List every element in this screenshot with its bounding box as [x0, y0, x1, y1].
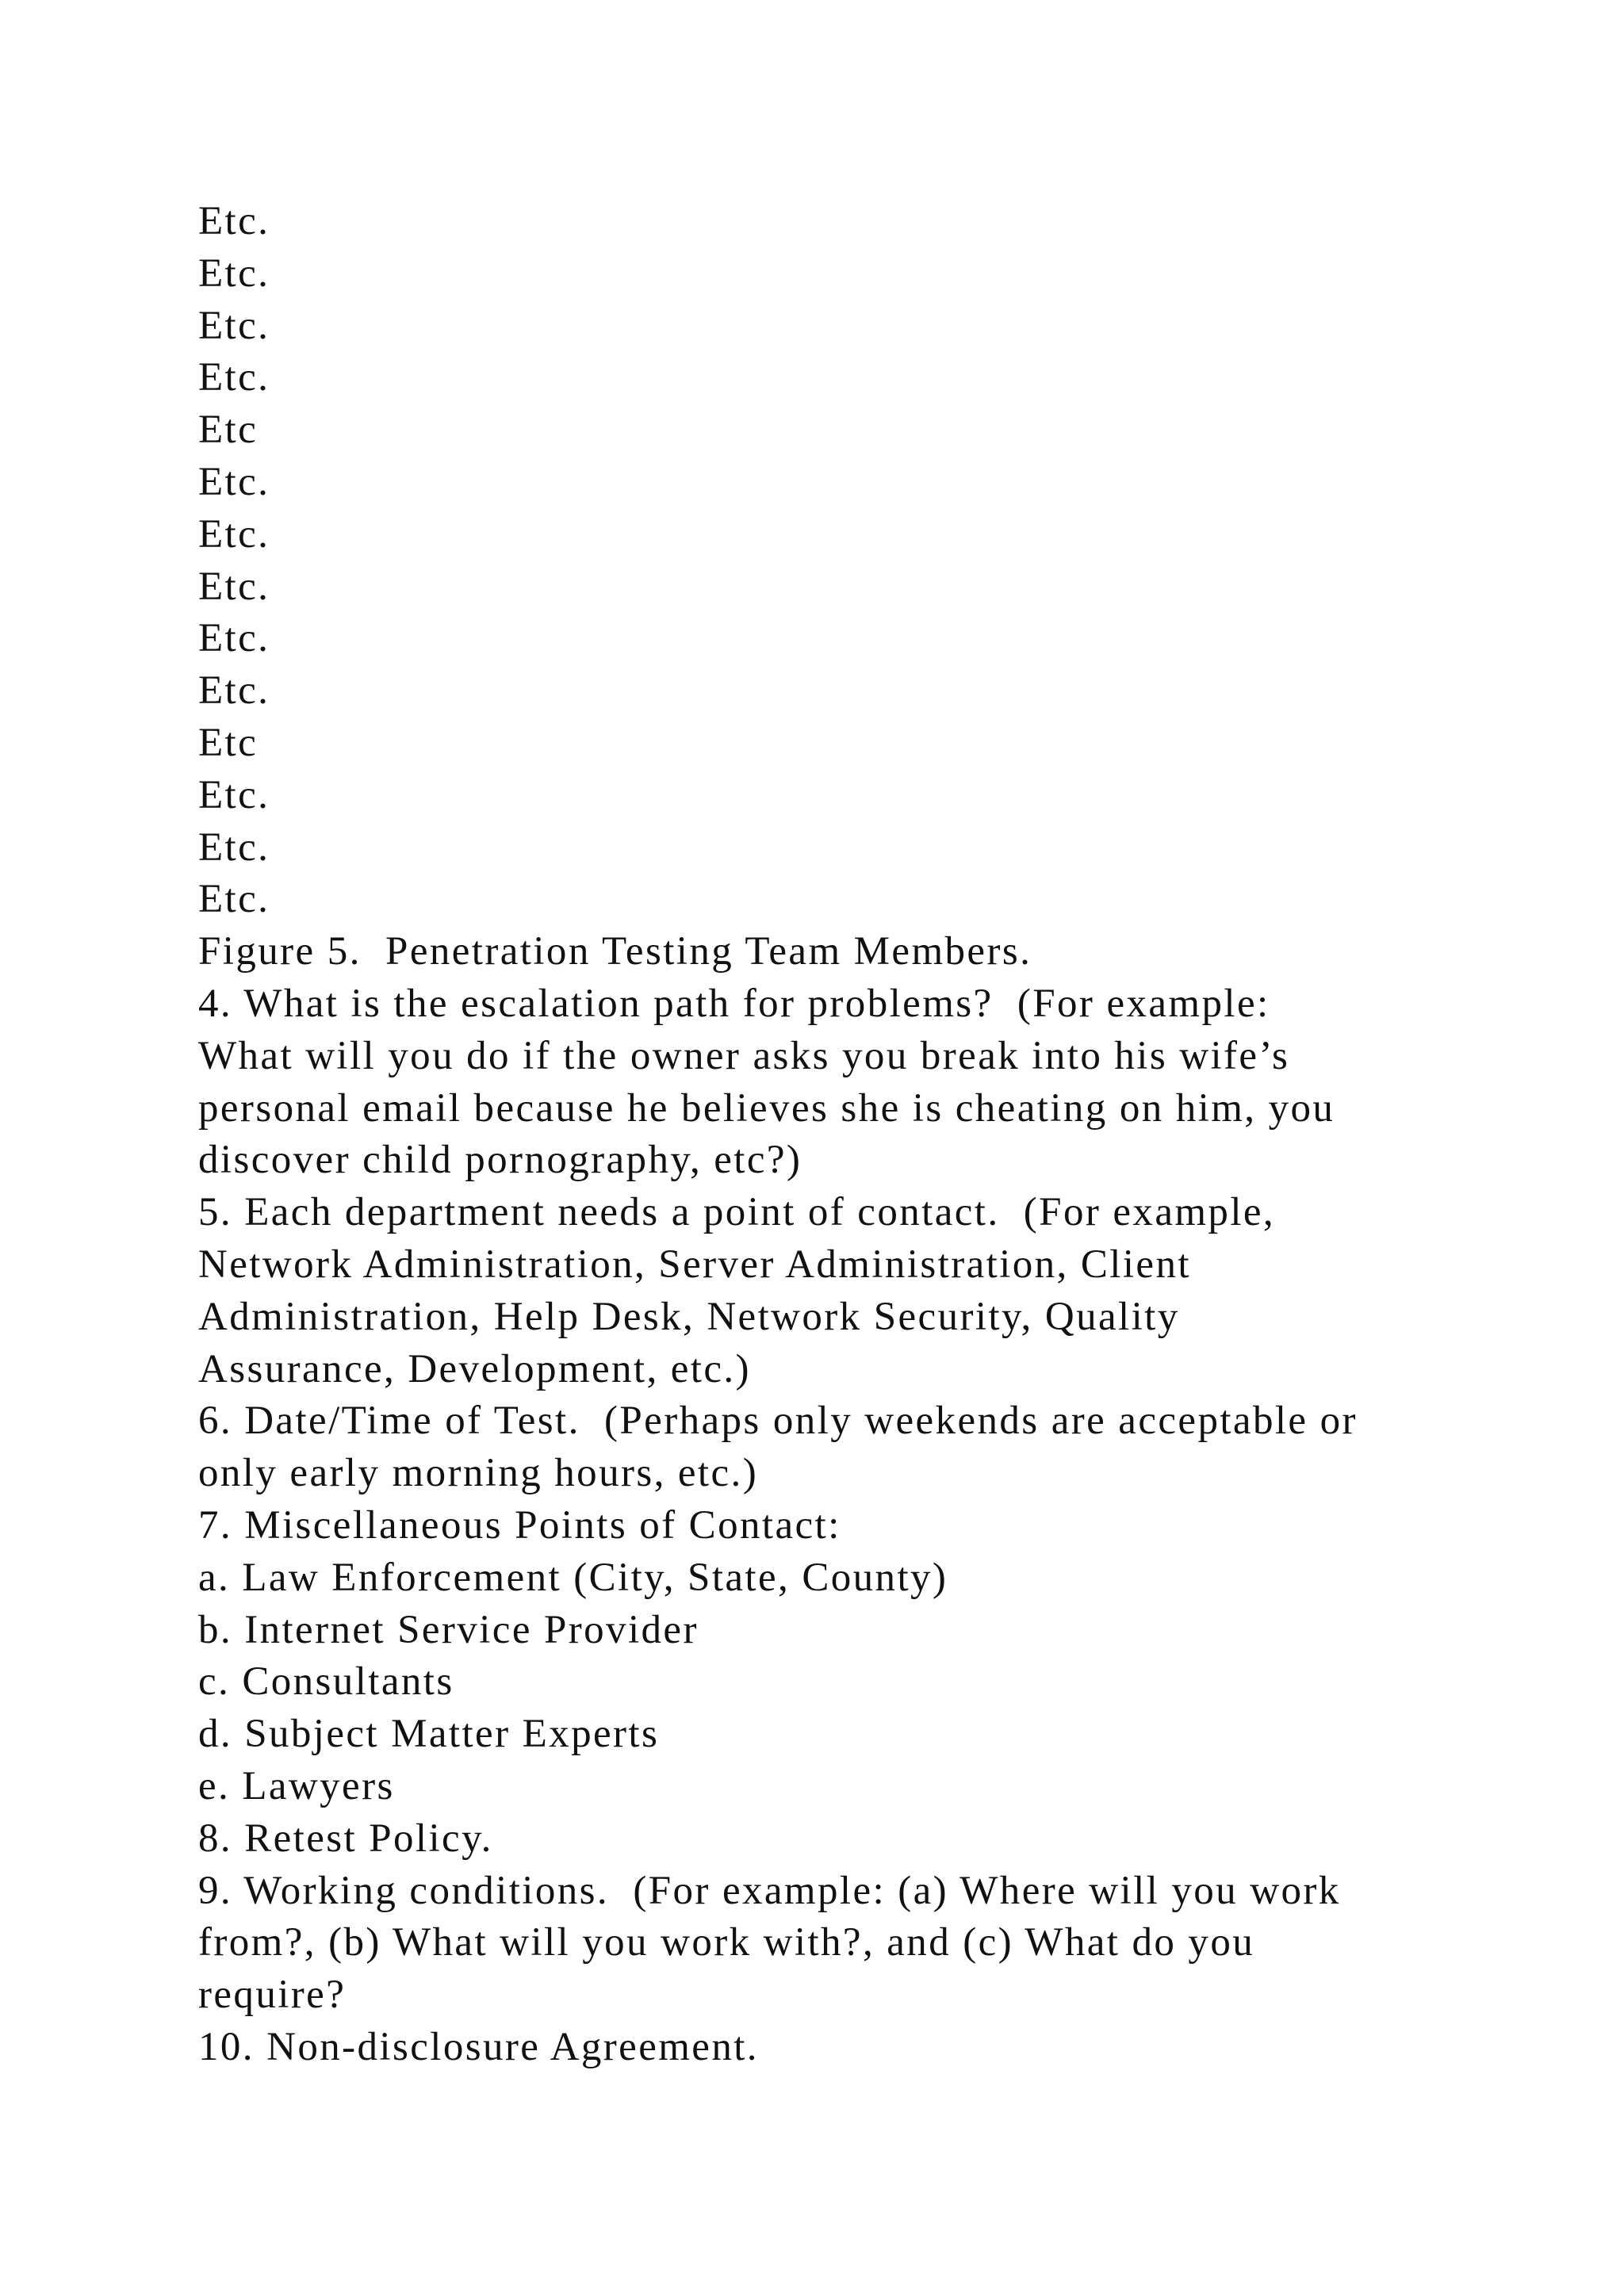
item-7c: c. Consultants	[198, 1659, 454, 1705]
item-4-line-2: What will you do if the owner asks you break into his wife’s	[198, 1033, 1290, 1078]
item-6-line-2: only early morning hours, etc.)	[198, 1451, 759, 1496]
etc-line: Etc	[198, 408, 259, 453]
item-5-line-3: Administration, Help Desk, Network Security, Quality	[198, 1294, 1180, 1339]
etc-line: Etc	[198, 720, 259, 765]
item-6-line-1: 6. Date/Time of Test. (Perhaps only weekends are acceptable or	[198, 1399, 1358, 1444]
etc-line: Etc.	[198, 564, 270, 609]
item-9-line-2: from?, (b) What will you work with?, and (c) What do you	[198, 1920, 1255, 1965]
etc-line: Etc.	[198, 199, 270, 243]
item-8: 8. Retest Policy.	[198, 1816, 493, 1861]
etc-line: Etc.	[198, 668, 270, 714]
item-9-line-1: 9. Working conditions. (For example: (a) Where will you work	[198, 1868, 1341, 1913]
item-9-line-3: require?	[198, 1973, 347, 2018]
figure-caption: Figure 5. Penetration Testing Team Members.	[198, 929, 1032, 974]
item-4-line-1: 4. What is the escalation path for problems? (For example:	[198, 981, 1270, 1026]
etc-line: Etc.	[198, 616, 270, 661]
item-5-line-1: 5. Each department needs a point of contact. (For example,	[198, 1190, 1276, 1235]
item-7e: e. Lawyers	[198, 1763, 395, 1808]
etc-line: Etc.	[198, 303, 270, 348]
etc-line: Etc.	[198, 251, 270, 296]
etc-line: Etc.	[198, 459, 270, 504]
item-5-line-2: Network Administration, Server Administration, Client	[198, 1242, 1191, 1287]
etc-line: Etc.	[198, 877, 270, 922]
item-10: 10. Non-disclosure Agreement.	[198, 2024, 759, 2069]
etc-line: Etc.	[198, 825, 270, 870]
item-7-heading: 7. Miscellaneous Points of Contact:	[198, 1502, 841, 1548]
item-7a: a. Law Enforcement (City, State, County)	[198, 1555, 948, 1600]
item-4-line-3: personal email because he believes she is cheating on him, you	[198, 1085, 1335, 1131]
item-7d: d. Subject Matter Experts	[198, 1712, 660, 1757]
item-5-line-4: Assurance, Development, etc.)	[198, 1346, 751, 1391]
document-page	[198, 196, 1507, 2074]
etc-line: Etc.	[198, 511, 270, 557]
item-7b: b. Internet Service Provider	[198, 1607, 699, 1652]
etc-line: Etc.	[198, 772, 270, 817]
item-4-line-4: discover child pornography, etc?)	[198, 1138, 802, 1183]
etc-line: Etc.	[198, 355, 270, 400]
